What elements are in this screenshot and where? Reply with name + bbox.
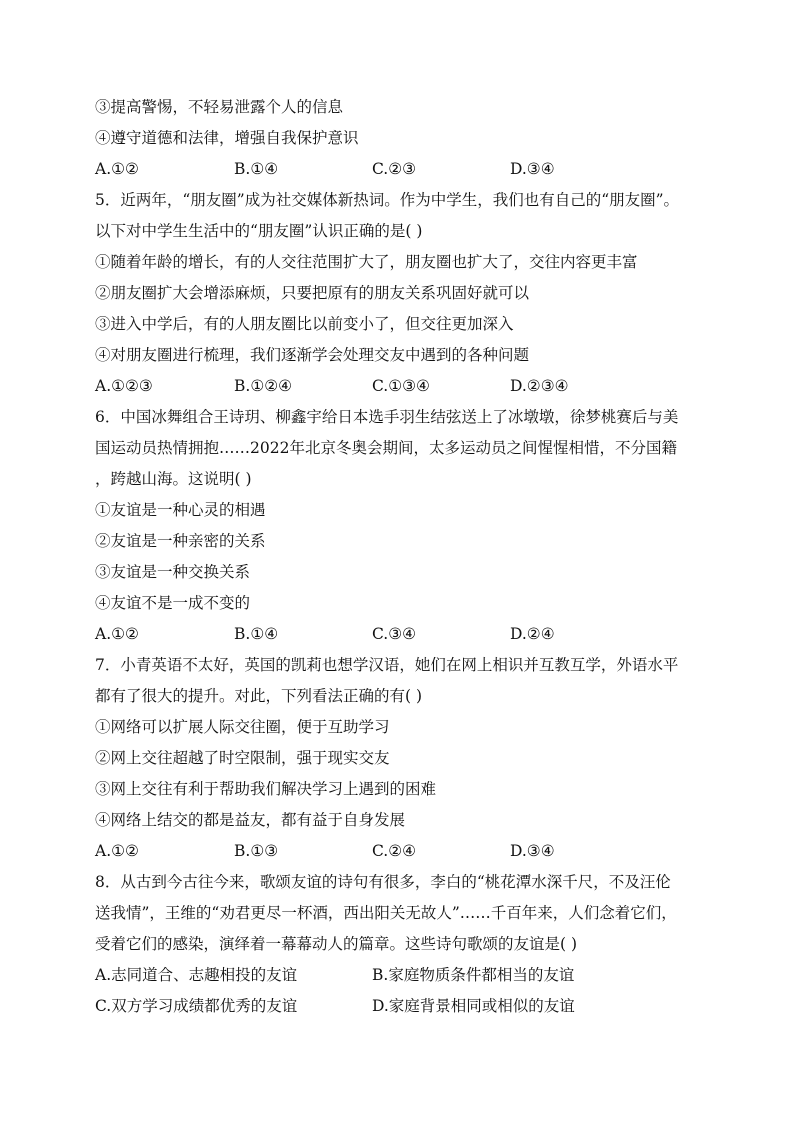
q8-options-row-1: [95, 960, 705, 991]
q5-option-d: D.②③④: [510, 377, 569, 395]
q5-item-4: ④对朋友圈进行梳理，我们逐渐学会处理交友中遇到的各种问题: [95, 346, 530, 364]
q5-stem-line-2: 以下对中学生生活中的“朋友圈”认识正确的是( ): [95, 222, 423, 240]
q7-item-2: ②网上交往超越了时空限制，强于现实交友: [95, 749, 390, 767]
q6-stem-line-2: 国运动员热情拥抱……2022年北京冬奥会期间，太多运动员之间惺惺相惜，不分国籍: [95, 439, 677, 457]
q7-stem-line-2: 都有了很大的提升。对此，下列看法正确的有( ): [95, 687, 423, 705]
q7-option-d: D.③④: [510, 842, 555, 860]
q4-option-a: A.①②: [95, 160, 139, 178]
q6-stem-line-1: 6．中国冰舞组合王诗玥、柳鑫宇给日本选手羽生结弦送上了冰墩墩，徐梦桃赛后与美: [95, 408, 679, 426]
q6-item-2: ②友谊是一种亲密的关系: [95, 532, 266, 550]
q6-item-3: ③友谊是一种交换关系: [95, 563, 251, 581]
q7-item-4: ④网络上结交的都是益友，都有益于自身发展: [95, 811, 406, 829]
q5-item-3: ③进入中学后，有的人朋友圈比以前变小了，但交往更加深入: [95, 315, 514, 333]
q7-option-c: C.②④: [372, 842, 417, 860]
q4-item-3: ③提高警惕，不轻易泄露个人的信息: [95, 98, 344, 116]
q8-options-row-2: [95, 991, 705, 1022]
q5-option-b: B.①②④: [234, 377, 293, 395]
question-6: [95, 402, 705, 650]
q8-stem-line-3: 受着它们的感染，演绎着一幕幕动人的篇章。这些诗句歌颂的友谊是( ): [95, 935, 578, 953]
q7-stem-line-1: 7．小青英语不太好，英国的凯莉也想学汉语，她们在网上相识并互教互学，外语水平: [95, 656, 679, 674]
q8-option-a: A.志同道合、志趣相投的友谊: [95, 966, 298, 984]
q7-option-b: B.①③: [234, 842, 279, 860]
q6-option-a: A.①②: [95, 625, 139, 643]
q6-options: [95, 619, 705, 650]
q5-option-c: C.①③④: [372, 377, 430, 395]
q6-stem-line-3: ，跨越山海。这说明( ): [95, 470, 252, 488]
page-content: [95, 92, 705, 1022]
q5-stem-line-1: 5．近两年，“朋友圈”成为社交媒体新热词。作为中学生，我们也有自己的“朋友圈”。: [95, 191, 680, 209]
q8-stem-line-1: 8．从古到今古往今来，歌颂友谊的诗句有很多，李白的“桃花潭水深千尺，不及汪伦: [95, 873, 671, 891]
q7-item-3: ③网上交往有利于帮助我们解决学习上遇到的困难: [95, 780, 437, 798]
question-7: [95, 650, 705, 867]
q8-option-c: C.双方学习成绩都优秀的友谊: [95, 997, 298, 1015]
q5-options: [95, 371, 705, 402]
q4-option-c: C.②③: [372, 160, 417, 178]
q8-stem-line-2: 送我情”，王维的“劝君更尽一杯酒，西出阳关无故人”……千百年来，人们念着它们，: [95, 904, 677, 922]
q4-option-d: D.③④: [510, 160, 555, 178]
q5-item-1: ①随着年龄的增长，有的人交往范围扩大了，朋友圈也扩大了，交往内容更丰富: [95, 253, 638, 271]
q7-option-a: A.①②: [95, 842, 139, 860]
q5-option-a: A.①②③: [95, 377, 153, 395]
q6-item-4: ④友谊不是一成不变的: [95, 594, 251, 612]
question-5: [95, 185, 705, 402]
question-8: [95, 867, 705, 1022]
q6-option-b: B.①④: [234, 625, 279, 643]
q4-option-b: B.①④: [234, 160, 279, 178]
q6-option-d: D.②④: [510, 625, 555, 643]
q6-item-1: ①友谊是一种心灵的相遇: [95, 501, 266, 519]
question-4-tail: [95, 92, 705, 185]
q7-options: [95, 836, 705, 867]
q6-option-c: C.③④: [372, 625, 417, 643]
q4-item-4: ④遵守道德和法律，增强自我保护意识: [95, 129, 359, 147]
q8-option-d: D.家庭背景相同或相似的友谊: [372, 997, 575, 1015]
q4-options: [95, 154, 705, 185]
q5-item-2: ②朋友圈扩大会增添麻烦，只要把原有的朋友关系巩固好就可以: [95, 284, 530, 302]
q8-option-b: B.家庭物质条件都相当的友谊: [372, 966, 575, 984]
q7-item-1: ①网络可以扩展人际交往圈，便于互助学习: [95, 718, 390, 736]
